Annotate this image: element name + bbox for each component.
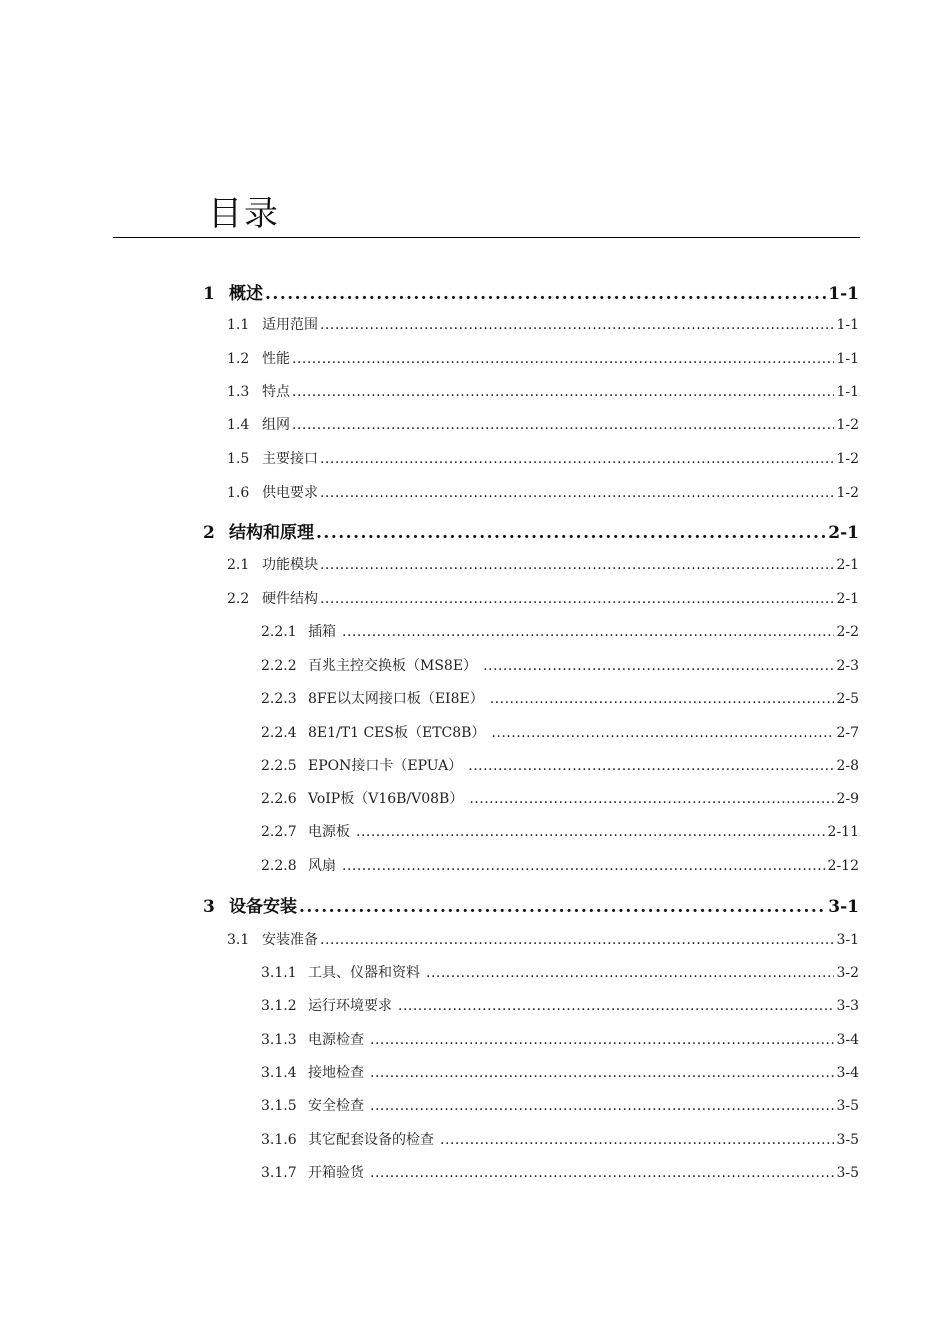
toc-entry-label: 组网 — [262, 417, 290, 433]
toc-entry-number: 1.4 — [227, 417, 250, 433]
toc-entry-3.1.7[interactable] — [261, 1162, 859, 1182]
toc-entry-number: 1.6 — [227, 485, 250, 501]
toc-entry-number: 3 — [203, 897, 215, 917]
toc-entry-page-number: 3-2 — [836, 965, 859, 981]
toc-entry-page-number: 2-1 — [828, 523, 859, 543]
toc-entry-2.2.1[interactable] — [261, 621, 859, 641]
toc-entry-2.2.4[interactable] — [261, 722, 859, 742]
toc-entry-page-number: 1-2 — [836, 485, 859, 501]
toc-entry-label: 主要接口 — [262, 451, 318, 467]
toc-entry-number: 3.1.2 — [261, 998, 297, 1014]
toc-entry-1.6[interactable] — [227, 482, 859, 502]
toc-dot-leader — [469, 791, 834, 807]
toc-entry-number: 3.1.3 — [261, 1032, 297, 1048]
toc-entry-1.1[interactable] — [227, 314, 859, 334]
toc-entry-label: 特点 — [262, 384, 290, 400]
toc-entry-1.2[interactable] — [227, 348, 859, 368]
toc-entry-label: EPON接口卡（EPUA） — [308, 758, 463, 774]
toc-entry-label: VoIP板（V16B/V08B） — [308, 791, 464, 807]
toc-entry-number: 2.2.8 — [261, 858, 297, 874]
toc-entry-page-number: 2-12 — [827, 858, 859, 874]
toc-dot-leader — [483, 658, 834, 674]
toc-entry-page-number: 3-1 — [836, 932, 859, 948]
toc-entry-2.2.8[interactable] — [261, 855, 859, 875]
toc-entry-number: 3.1.7 — [261, 1165, 297, 1181]
toc-entry-3.1.1[interactable] — [261, 962, 859, 982]
toc-entry-number: 2.2.5 — [261, 758, 297, 774]
toc-dot-leader — [398, 998, 834, 1014]
toc-entry-number: 2.2.6 — [261, 791, 297, 807]
toc-entry-page-number: 1-1 — [836, 351, 859, 367]
toc-entry-label: 硬件结构 — [262, 591, 318, 607]
toc-dot-leader — [299, 897, 826, 917]
toc-entry-page-number: 3-1 — [828, 897, 859, 917]
toc-entry-page-number: 2-2 — [836, 624, 859, 640]
toc-dot-leader — [265, 284, 826, 304]
toc-entry-number: 2.2 — [227, 591, 250, 607]
toc-entry-page-number: 2-5 — [836, 691, 859, 707]
toc-entry-label: 运行环境要求 — [308, 998, 392, 1014]
toc-dot-leader — [426, 965, 834, 981]
toc-entry-number: 2.1 — [227, 557, 250, 573]
toc-entry-3.1.6[interactable] — [261, 1129, 859, 1149]
toc-entry-number: 1.3 — [227, 384, 250, 400]
toc-entry-1[interactable] — [203, 279, 859, 304]
toc-dot-leader — [491, 725, 834, 741]
toc-dot-leader — [316, 523, 826, 543]
page-title: 目录 — [208, 194, 280, 234]
toc-entry-2.2.2[interactable] — [261, 655, 859, 675]
toc-dot-leader — [490, 691, 835, 707]
toc-entry-2.2.5[interactable] — [261, 755, 859, 775]
toc-entry-number: 3.1 — [227, 932, 250, 948]
toc-entry-label: 安装准备 — [262, 932, 318, 948]
toc-entry-3.1.5[interactable] — [261, 1095, 859, 1115]
toc-entry-label: 电源检查 — [308, 1032, 364, 1048]
toc-entry-page-number: 2-11 — [827, 824, 859, 840]
toc-entry-number: 1.1 — [227, 317, 250, 333]
toc-entry-page-number: 3-4 — [836, 1065, 859, 1081]
toc-dot-leader — [292, 417, 834, 433]
toc-entry-page-number: 1-2 — [836, 417, 859, 433]
toc-entry-3.1.2[interactable] — [261, 995, 859, 1015]
toc-entry-page-number: 2-9 — [836, 791, 859, 807]
toc-entry-label: 开箱验货 — [308, 1165, 364, 1181]
toc-entry-page-number: 2-8 — [836, 758, 859, 774]
toc-entry-page-number: 1-1 — [836, 317, 859, 333]
toc-entry-number: 2.2.3 — [261, 691, 297, 707]
toc-entry-1.5[interactable] — [227, 448, 859, 468]
toc-entry-number: 2.2.2 — [261, 658, 297, 674]
toc-dot-leader — [320, 591, 834, 607]
toc-entry-label: 结构和原理 — [229, 523, 314, 543]
toc-entry-label: 8FE以太网接口板（EI8E） — [308, 691, 484, 707]
toc-entry-number: 3.1.4 — [261, 1065, 297, 1081]
toc-entry-number: 2.2.7 — [261, 824, 297, 840]
toc-entry-page-number: 3-4 — [836, 1032, 859, 1048]
toc-dot-leader — [342, 858, 826, 874]
toc-entry-2.1[interactable] — [227, 554, 859, 574]
toc-dot-leader — [292, 384, 834, 400]
toc-dot-leader — [370, 1032, 834, 1048]
toc-dot-leader — [320, 317, 834, 333]
toc-entry-page-number: 3-5 — [836, 1165, 859, 1181]
toc-entry-label: 插箱 — [308, 624, 336, 640]
toc-dot-leader — [370, 1098, 834, 1114]
toc-dot-leader — [370, 1065, 834, 1081]
toc-dot-leader — [320, 451, 834, 467]
toc-entry-number: 1.5 — [227, 451, 250, 467]
toc-entry-1.4[interactable] — [227, 414, 859, 434]
toc-dot-leader — [320, 557, 834, 573]
toc-dot-leader — [320, 485, 834, 501]
toc-entry-number: 2.2.1 — [261, 624, 297, 640]
toc-entry-label: 百兆主控交换板（MS8E） — [308, 658, 478, 674]
toc-entry-label: 性能 — [262, 351, 290, 367]
toc-entry-2.2.6[interactable] — [261, 788, 859, 808]
toc-dot-leader — [468, 758, 834, 774]
toc-entry-2.2.7[interactable] — [261, 821, 859, 841]
toc-entry-number: 2.2.4 — [261, 725, 297, 741]
toc-entry-page-number: 1-1 — [836, 384, 859, 400]
toc-entry-number: 1.2 — [227, 351, 250, 367]
toc-entry-number: 2 — [203, 523, 215, 543]
toc-entry-1.3[interactable] — [227, 381, 859, 401]
toc-entry-number: 3.1.5 — [261, 1098, 297, 1114]
toc-entry-label: 电源板 — [308, 824, 350, 840]
toc-entry-number: 1 — [203, 284, 215, 304]
toc-entry-page-number: 3-3 — [836, 998, 859, 1014]
toc-dot-leader — [370, 1165, 834, 1181]
toc-entry-3[interactable] — [203, 892, 859, 917]
toc-entry-2.2[interactable] — [227, 588, 859, 608]
toc-entry-label: 供电要求 — [262, 485, 318, 501]
toc-entry-number: 3.1.1 — [261, 965, 297, 981]
toc-entry-label: 适用范围 — [262, 317, 318, 333]
toc-entry-page-number: 2-1 — [836, 557, 859, 573]
toc-entry-page-number: 1-2 — [836, 451, 859, 467]
toc-entry-3.1.3[interactable] — [261, 1029, 859, 1049]
toc-entry-label: 工具、仪器和资料 — [308, 965, 420, 981]
toc-entry-page-number: 2-7 — [836, 725, 859, 741]
toc-dot-leader — [292, 351, 834, 367]
toc-dot-leader — [356, 824, 826, 840]
toc-entry-3.1.4[interactable] — [261, 1062, 859, 1082]
toc-entry-2[interactable] — [203, 518, 859, 543]
toc-entry-page-number: 3-5 — [836, 1132, 859, 1148]
toc-entry-2.2.3[interactable] — [261, 688, 859, 708]
toc-entry-label: 8E1/T1 CES板（ETC8B） — [308, 725, 486, 741]
toc-dot-leader — [342, 624, 834, 640]
toc-entry-label: 风扇 — [308, 858, 336, 874]
toc-entry-number: 3.1.6 — [261, 1132, 297, 1148]
toc-entry-label: 设备安装 — [229, 897, 297, 917]
toc-entry-label: 安全检查 — [308, 1098, 364, 1114]
toc-entry-3.1[interactable] — [227, 929, 859, 949]
toc-entry-label: 概述 — [229, 284, 263, 304]
toc-entry-label: 其它配套设备的检查 — [308, 1132, 434, 1148]
toc-dot-leader — [320, 932, 834, 948]
toc-entry-page-number: 2-3 — [836, 658, 859, 674]
title-divider — [113, 237, 860, 238]
toc-entry-label: 功能模块 — [262, 557, 318, 573]
toc-entry-page-number: 1-1 — [828, 284, 859, 304]
toc-entry-page-number: 3-5 — [836, 1098, 859, 1114]
toc-entry-page-number: 2-1 — [836, 591, 859, 607]
toc-dot-leader — [440, 1132, 834, 1148]
toc-entry-label: 接地检查 — [308, 1065, 364, 1081]
